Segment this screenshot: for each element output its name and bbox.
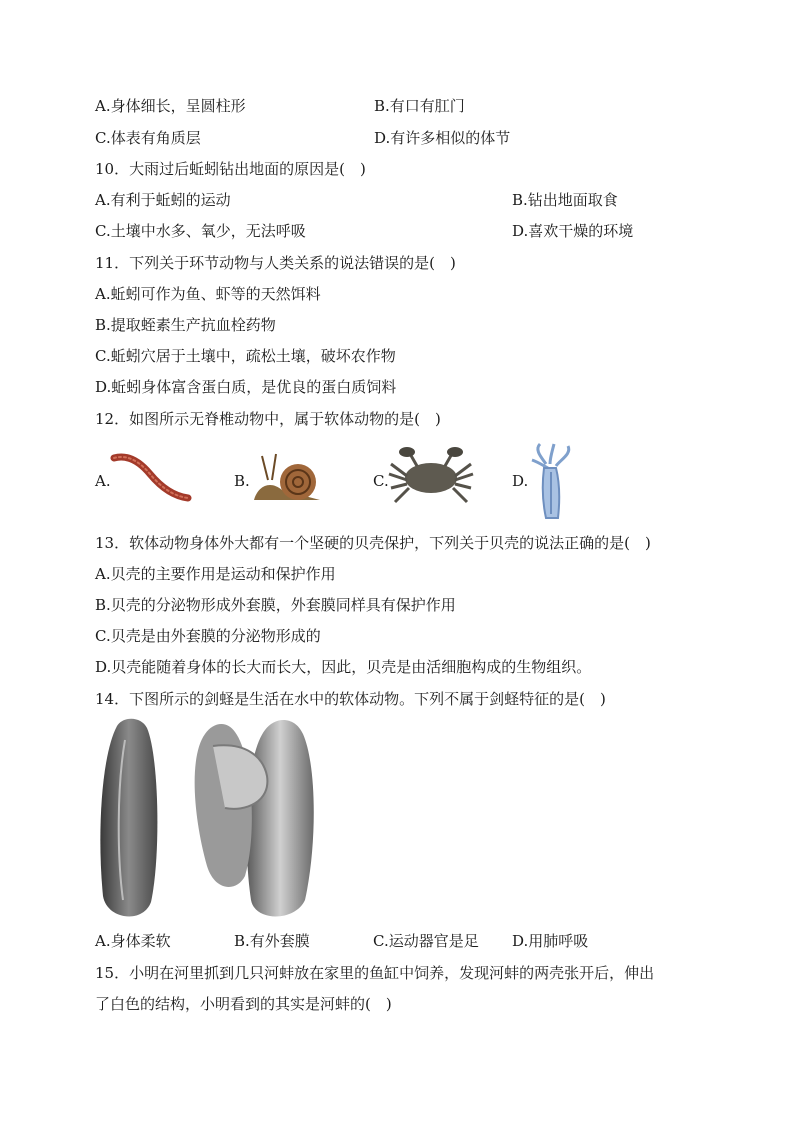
- q15-stem-line2: 了白色的结构，小明看到的其实是河蚌的( ): [95, 995, 392, 1013]
- q9-option-b: B.有口有肛门: [374, 97, 465, 115]
- crab-image: [385, 446, 477, 514]
- q10-option-a: A.有利于蚯蚓的运动: [95, 191, 231, 209]
- q9-option-d: D.有许多相似的体节: [374, 129, 511, 147]
- q14-option-d: D.用肺呼吸: [512, 932, 589, 950]
- q10-stem: 10．大雨过后蚯蚓钻出地面的原因是( ): [95, 160, 366, 178]
- q14-option-a: A.身体柔软: [95, 932, 171, 950]
- q12-stem: 12．如图所示无脊椎动物中，属于软体动物的是( ): [95, 410, 441, 428]
- q14-stem: 14．下图所示的剑蛏是生活在水中的软体动物。下列不属于剑蛏特征的是( ): [95, 690, 606, 708]
- earthworm-image: [110, 452, 194, 506]
- q12-label-a: A.: [95, 472, 111, 490]
- q12-label-c: C.: [373, 472, 389, 490]
- q14-option-b: B.有外套膜: [234, 932, 310, 950]
- q11-option-b: B.提取蛭素生产抗血栓药物: [95, 316, 276, 334]
- hydra-image: [528, 440, 576, 522]
- q11-option-d: D.蚯蚓身体富含蛋白质，是优良的蛋白质饲料: [95, 378, 397, 396]
- q11-option-c: C.蚯蚓穴居于土壤中，疏松土壤，破坏农作物: [95, 347, 396, 365]
- q10-option-c: C.土壤中水多、氧少，无法呼吸: [95, 222, 306, 240]
- q12-label-d: D.: [512, 472, 529, 490]
- q11-option-a: A.蚯蚓可作为鱼、虾等的天然饵料: [95, 285, 321, 303]
- q15-stem-line1: 15．小明在河里抓到几只河蚌放在家里的鱼缸中饲养，发现河蚌的两壳张开后，伸出: [95, 964, 655, 982]
- q9-option-c: C.体表有角质层: [95, 129, 201, 147]
- snail-image: [248, 450, 326, 508]
- razor-clam-image: [95, 716, 335, 924]
- q13-option-b: B.贝壳的分泌物形成外套膜，外套膜同样具有保护作用: [95, 596, 456, 614]
- q13-option-d: D.贝壳能随着身体的长大而长大，因此，贝壳是由活细胞构成的生物组织。: [95, 658, 592, 676]
- q14-option-c: C.运动器官是足: [373, 932, 479, 950]
- q11-stem: 11．下列关于环节动物与人类关系的说法错误的是( ): [95, 254, 456, 272]
- q13-option-c: C.贝壳是由外套膜的分泌物形成的: [95, 627, 321, 645]
- q10-option-b: B.钻出地面取食: [512, 191, 618, 209]
- q12-label-b: B.: [234, 472, 250, 490]
- q9-option-a: A.身体细长，呈圆柱形: [95, 97, 246, 115]
- q10-option-d: D.喜欢干燥的环境: [512, 222, 634, 240]
- q13-stem: 13．软体动物身体外大都有一个坚硬的贝壳保护，下列关于贝壳的说法正确的是( ): [95, 534, 651, 552]
- q13-option-a: A.贝壳的主要作用是运动和保护作用: [95, 565, 336, 583]
